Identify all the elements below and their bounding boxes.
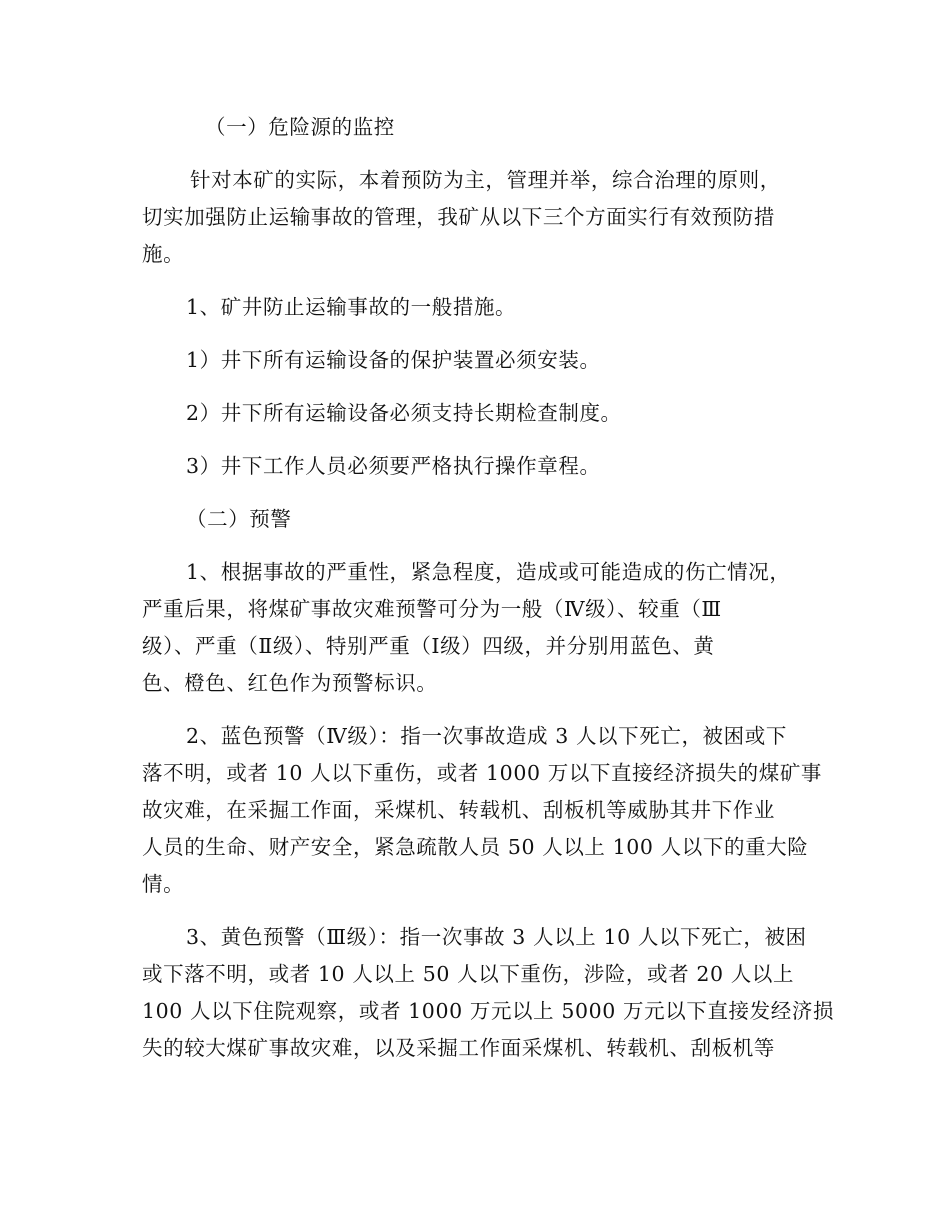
- paragraph-line: 切实加强防止运输事故的管理，我矿从以下三个方面实行有效预防措: [142, 205, 775, 229]
- list-item: 3）井下工作人员必须要严格执行操作章程。: [186, 454, 601, 478]
- section-heading-warning: （二）预警: [186, 507, 292, 531]
- list-item: 2）井下所有运输设备必须支持长期检查制度。: [186, 401, 622, 425]
- paragraph-line: 失的较大煤矿事故灾难，以及采掘工作面采煤机、转载机、刮板机等: [142, 1036, 775, 1060]
- paragraph-line: 2、蓝色预警（Ⅳ级）：指一次事故造成 3 人以下死亡，被困或下: [186, 724, 787, 748]
- paragraph-line: 故灾难，在采掘工作面，采煤机、转载机、刮板机等威胁其井下作业: [142, 798, 775, 822]
- paragraph-line: 情。: [142, 872, 185, 896]
- paragraph-line: 级）、严重（Ⅱ级）、特别严重（Ⅰ级）四级，并分别用蓝色、黄: [142, 634, 715, 658]
- paragraph-line: 色、橙色、红色作为预警标识。: [142, 671, 438, 695]
- paragraph-line: 严重后果，将煤矿事故灾难预警可分为一般（Ⅳ级）、较重（Ⅲ: [142, 597, 722, 621]
- paragraph-line: 施。: [142, 242, 185, 266]
- paragraph-line: 或下落不明，或者 10 人以上 50 人以下重伤，涉险，或者 20 人以上: [142, 962, 795, 986]
- paragraph-line: 1、根据事故的严重性，紧急程度，造成或可能造成的伤亡情况，: [186, 560, 791, 584]
- paragraph-line: 100 人以下住院观察，或者 1000 万元以上 5000 万元以下直接发经济损: [142, 999, 835, 1023]
- paragraph-line: 针对本矿的实际，本着预防为主，管理并举，综合治理的原则，: [190, 168, 781, 192]
- list-item: 1）井下所有运输设备的保护装置必须安装。: [186, 348, 601, 372]
- list-item: 1、矿井防止运输事故的一般措施。: [186, 295, 517, 319]
- paragraph-line: 3、黄色预警（Ⅲ级）：指一次事故 3 人以上 10 人以下死亡，被困: [186, 925, 807, 949]
- paragraph-line: 落不明，或者 10 人以下重伤，或者 1000 万以下直接经济损失的煤矿事: [142, 761, 823, 785]
- section-heading-monitoring: （一）危险源的监控: [205, 115, 395, 139]
- paragraph-line: 人员的生命、财产安全，紧急疏散人员 50 人以上 100 人以下的重大险: [142, 835, 809, 859]
